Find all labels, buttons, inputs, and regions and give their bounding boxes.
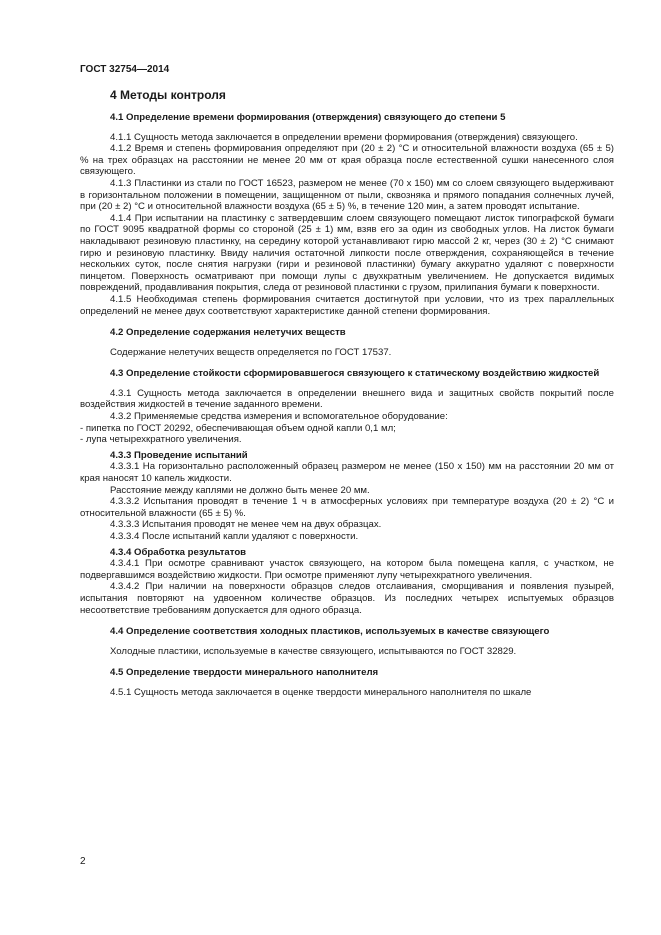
paragraph-4-3-4-2: 4.3.4.2 При наличии на поверхности образцов следов отслаивания, сморщивания и появления пузырей, испытания повторяют на удвоенном количестве образцов. Из последних четырех испытуемых образцов несоответствие требованиям допускается для одного образца. xyxy=(80,581,614,616)
section-title: 4 Методы контроля xyxy=(110,88,226,102)
paragraph-4-3-3-1: 4.3.3.1 На горизонтально расположенный образец размером не менее (150 х 150) мм на расстоянии 20 мм от края наносят 10 капель жидкости. xyxy=(80,461,614,485)
subsection-4-3-3-title: 4.3.3 Проведение испытаний xyxy=(110,449,248,461)
paragraph-4-3-4-1: 4.3.4.1 При осмотре сравнивают участок связующего, на котором была помещена капля, с участком, не подвергавшимся воздействию жидкости. При осмотре применяют лупу четырехкратного увеличения. xyxy=(80,558,614,581)
paragraph-4-5-1: 4.5.1 Сущность метода заключается в оценке твердости минерального наполнителя по шкале xyxy=(110,686,532,698)
paragraph-4-3-2: 4.3.2 Применяемые средства измерения и вспомогательное оборудование: xyxy=(110,411,448,423)
paragraph-4-1-5: 4.1.5 Необходимая степень формирования считается достигнутой при условии, что из трех параллельных определений не менее двух соответствуют характеристике данной степени формирования. xyxy=(80,293,614,317)
paragraph-4-3-3-4: 4.3.3.4 После испытаний капли удаляют с поверхности. xyxy=(110,531,359,542)
paragraph-4-3-3-2: 4.3.3.2 Испытания проводят в течение 1 ч в атмосферных условиях при температуре воздуха (20 ± 2) °С и относительной влажности (65 ± 5) %. xyxy=(80,496,614,519)
list-item: - пипетка по ГОСТ 20292, обеспечивающая объем одной капли 0,1 мл; xyxy=(80,422,396,434)
subsection-4-2-title: 4.2 Определение содержания нелетучих веществ xyxy=(110,327,346,339)
paragraph-4-2: Содержание нелетучих веществ определяется по ГОСТ 17537. xyxy=(110,346,392,358)
paragraph-4-4: Холодные пластики, используемые в качестве связующего, испытываются по ГОСТ 32829. xyxy=(110,645,517,657)
document-body xyxy=(80,88,614,699)
paragraph-4-1-3: 4.1.3 Пластинки из стали по ГОСТ 16523, размером не менее (70 х 150) мм со слоем связующего выдерживают в горизонтальном положении в помещении, защищенном от пыли, сквозняка и прямого попадания солнечных лучей, при (20 ± 2) °С и относительной влажности воздуха (65 ± 5) %, в течение 120 мин, а затем проводят испытание. xyxy=(80,177,614,213)
paragraph-4-3-3-3: 4.3.3.3 Испытания проводят не менее чем на двух образцах. xyxy=(110,519,382,531)
list-item: - лупа четырехкратного увеличения. xyxy=(80,434,242,446)
equipment-list xyxy=(80,423,614,446)
paragraph-4-1-4: 4.1.4 При испытании на пластинку с затвердевшим слоем связующего помещают листок типографской бумаги по ГОСТ 9095 квадратной формы со стороной (25 ± 1) мм, взяв его за один из свободных углов. На листок бумаги накладывают резиновую пластинку, на середину которой устанавливают гирю массой 2 кг, через (30 ± 2) °С снимают гирю и резиновую пластинку. Ввиду наличия остаточной липкости после отверждения, сохраняющейся в течение нескольких суток, после снятия нагрузки (гири и резиновой пластинки) бумагу аккуратно удаляют с поверхности пинцетом. Поверхность осматривают при помощи лупы с двухкратным увеличением. Не допускается видимых повреждений, продавливания покрытия, следа от резиновой пластинки с грузом, прилипания бумаги к поверхности. xyxy=(80,212,614,294)
subsection-4-1-title: 4.1 Определение времени формирования (отверждения) связующего до степени 5 xyxy=(110,112,506,123)
subsection-4-4-title: 4.4 Определение соответствия холодных пластиков, используемых в качестве связующего xyxy=(110,626,550,638)
document-header: ГОСТ 32754—2014 xyxy=(80,64,170,75)
paragraph-4-1-2: 4.1.2 Время и степень формирования определяют при (20 ± 2) °С и относительной влажности воздуха (65 ± 5) % на трех образцах на расстоянии не менее 20 мм от края образца после естественной сушки нанесенного слоя связующего. xyxy=(80,143,614,178)
paragraph-4-1-1: 4.1.1 Сущность метода заключается в определении времени формирования (отверждения) связующего. xyxy=(110,131,578,143)
subsection-4-3-4-title: 4.3.4 Обработка результатов xyxy=(110,546,247,558)
subsection-4-5-title: 4.5 Определение твердости минерального наполнителя xyxy=(110,667,379,679)
page-number: 2 xyxy=(80,856,86,867)
subsection-4-3-title: 4.3 Определение стойкости сформировавшегося связующего к статическому воздействию жидкостей xyxy=(110,368,600,380)
paragraph-4-3-3-1b: Расстояние между каплями не должно быть менее 20 мм. xyxy=(110,484,370,496)
paragraph-4-3-1: 4.3.1 Сущность метода заключается в определении внешнего вида и защитных свойств покрытий после воздействия жидкостей в течение заданного времени. xyxy=(80,387,614,411)
